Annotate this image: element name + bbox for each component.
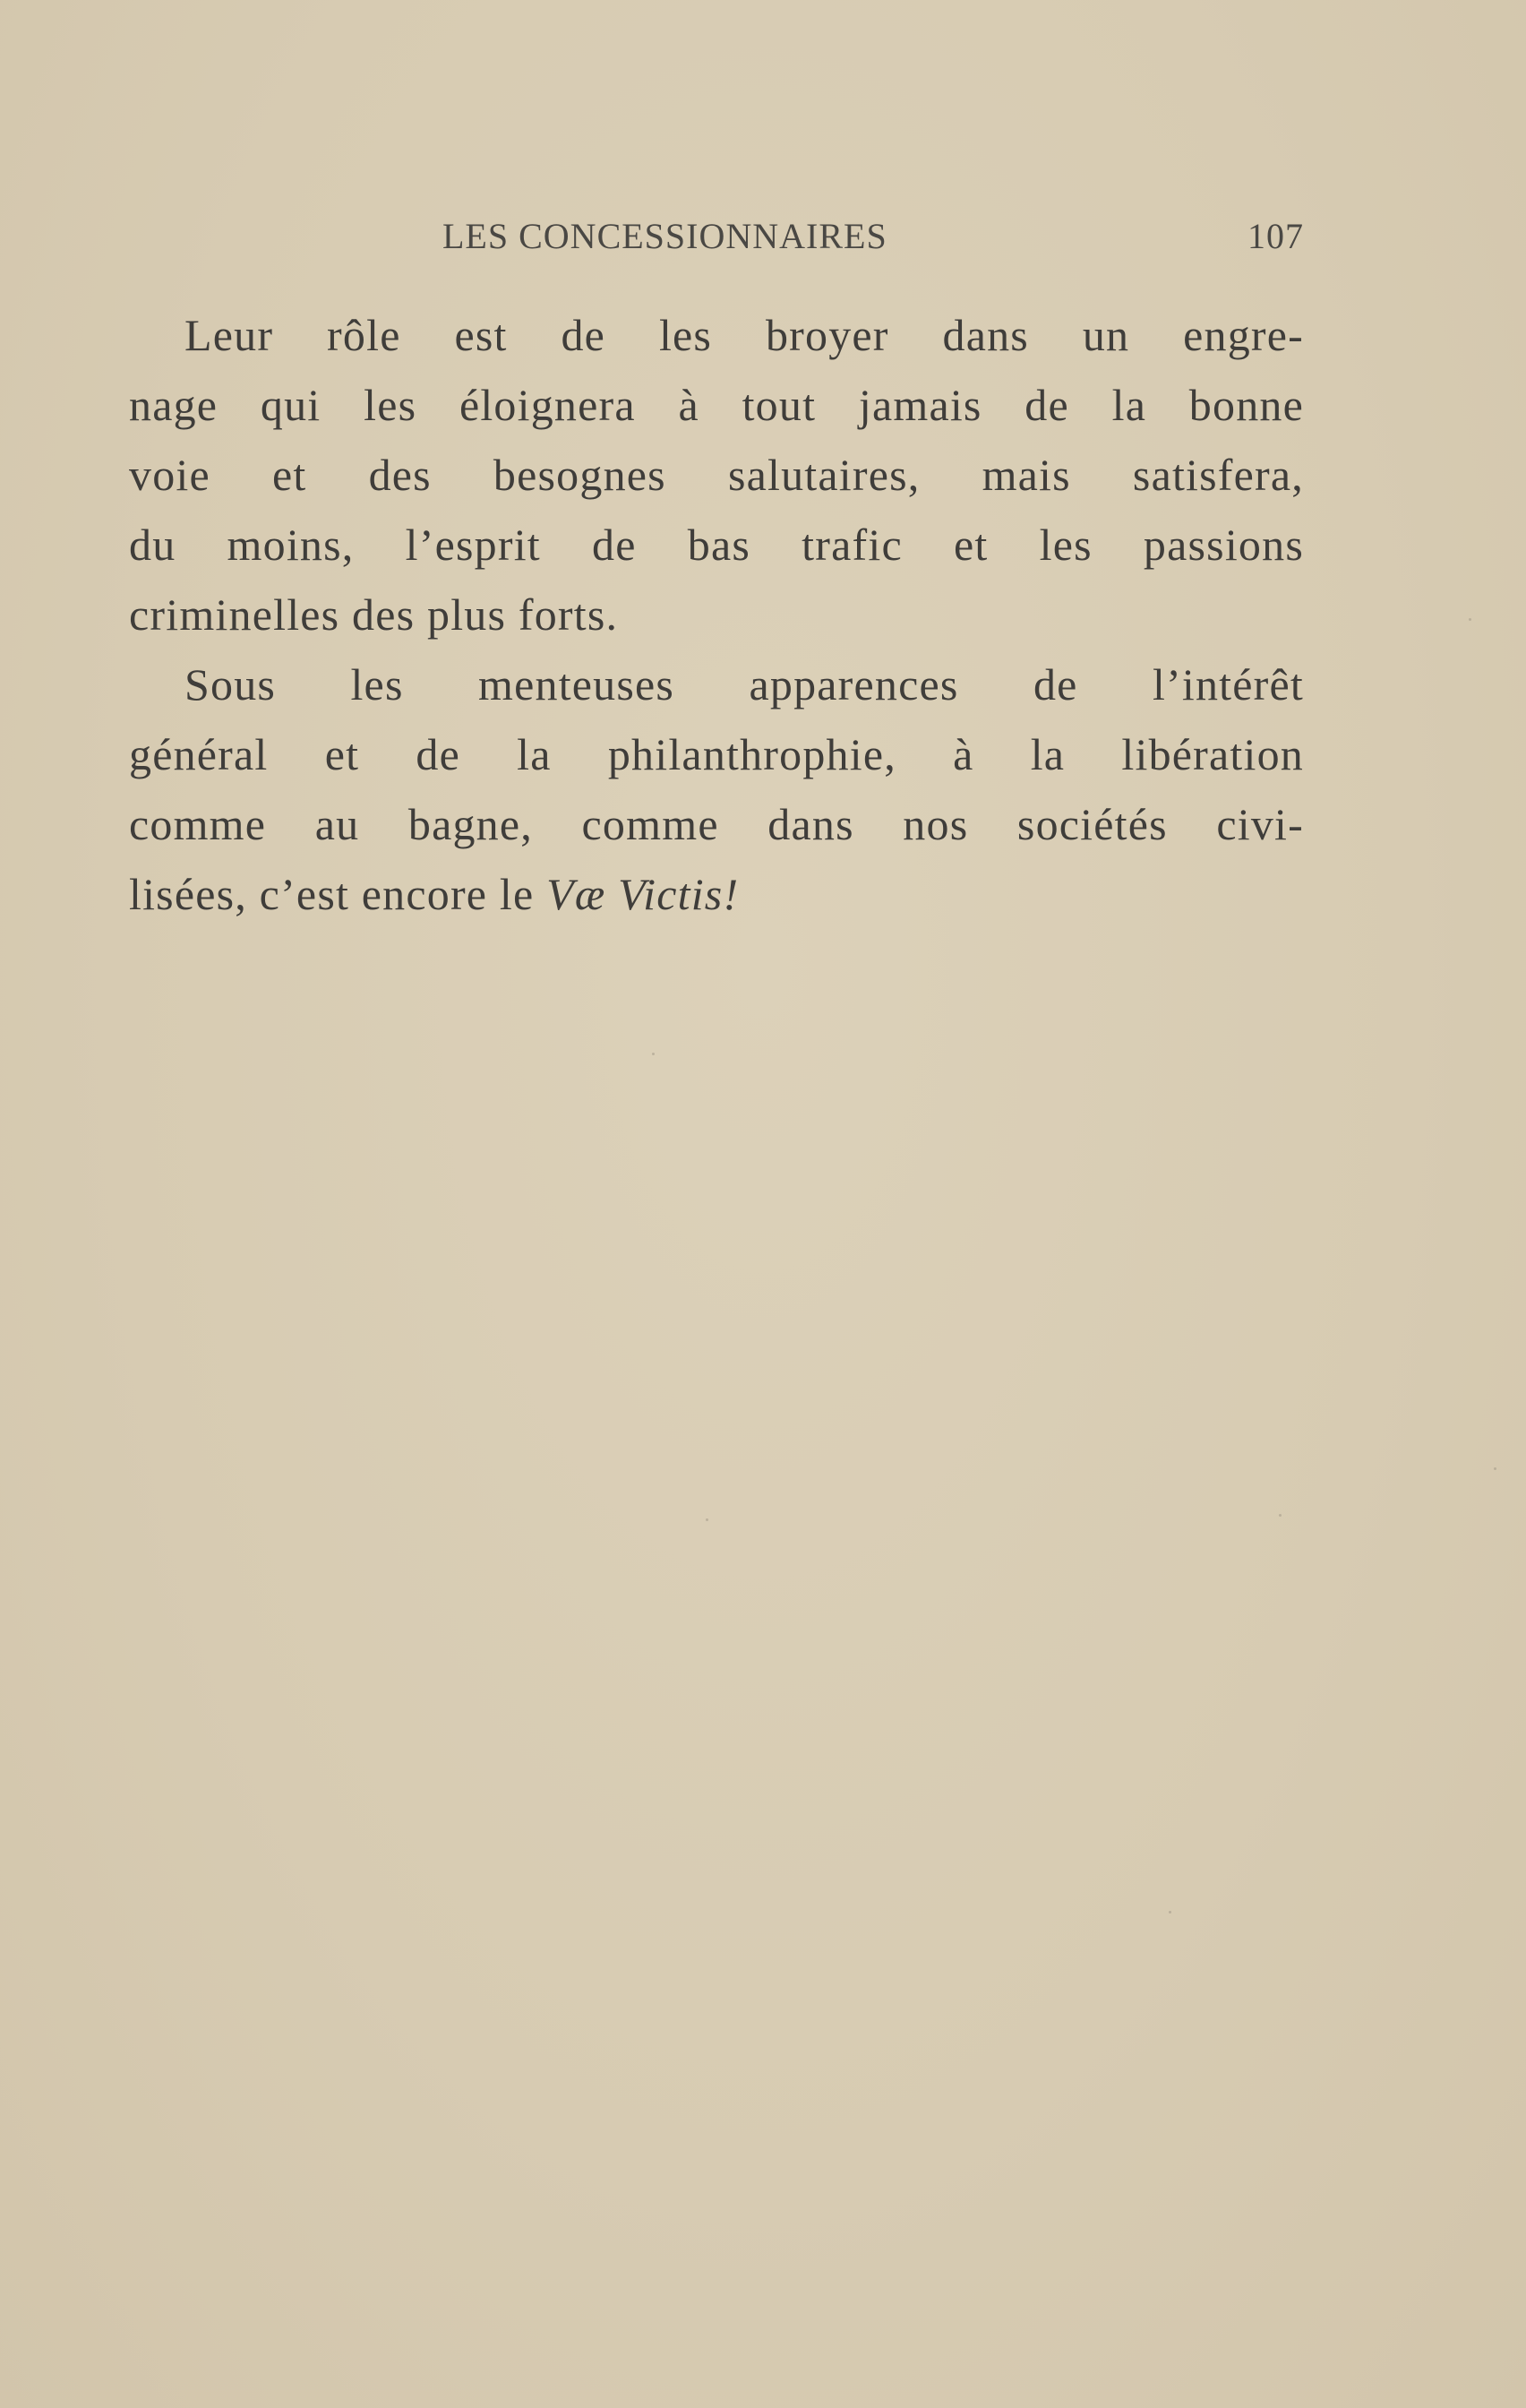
text-line: comme au bagne, comme dans nos sociétés civi- [129, 799, 1304, 849]
paper-speck [1279, 1514, 1282, 1517]
italic-phrase: Væ Victis! [546, 869, 740, 919]
text-line: du moins, l’esprit de bas trafic et les passions [129, 520, 1304, 570]
paper-speck [1169, 1911, 1171, 1914]
running-head [129, 208, 1304, 262]
text-line-prefix: lisées, c’est encore le [129, 869, 547, 919]
page-number: 107 [1247, 216, 1304, 256]
text-line: Sous les menteuses apparences de l’intérêt [184, 659, 1304, 710]
text-line: Leur rôle est de les broyer dans un engre- [184, 310, 1304, 360]
text-line: voie et des besognes salutaires, mais satisfera, [129, 450, 1304, 500]
body-text [129, 300, 1304, 929]
text-line-last [129, 859, 1304, 929]
paper-speck [1469, 618, 1471, 621]
running-title: LES CONCESSIONNAIRES [442, 216, 887, 256]
text-line: nage qui les éloignera à tout jamais de la bonne [129, 380, 1304, 430]
paper-speck [1494, 1467, 1496, 1470]
text-line: criminelles des plus forts. [129, 589, 619, 640]
paragraph-2 [129, 649, 1304, 929]
paragraph-1 [129, 300, 1304, 649]
paper-speck [706, 1518, 708, 1521]
paper-speck [652, 1053, 655, 1055]
text-line: général et de la philanthrophie, à la libération [129, 729, 1304, 779]
